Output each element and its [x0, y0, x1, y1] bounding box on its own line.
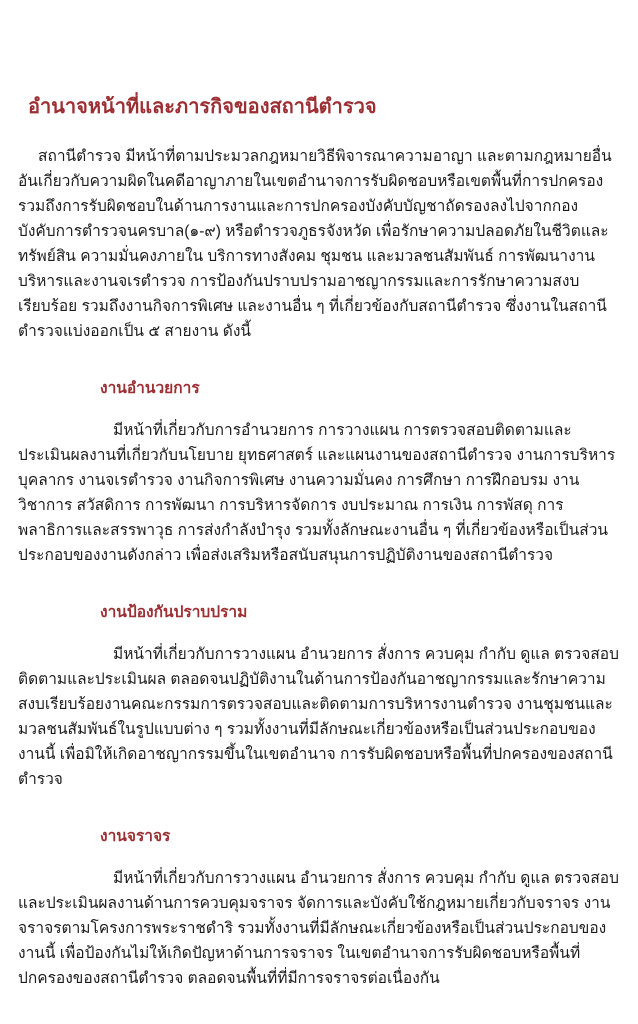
section-heading-traffic: งานจราจร [100, 828, 171, 845]
section-administration [18, 376, 620, 568]
section-heading-administration: งานอำนวยการ [100, 380, 200, 397]
section-traffic [18, 824, 620, 991]
intro-paragraph: สถานีตำรวจ มีหน้าที่ตามประมวลกฎหมายวิธีพิจารณาความอาญา และตามกฎหมายอื่นอันเกี่ยวกับความผิดในคดีอาญาภายในเขตอำนาจการรับผิดชอบหรือเขตพื้นที่การปกครอง รวมถึงการรับผิดชอบในด้านการงานและการปกครองบังคับบัญชาถัดรองลงไปจากกองบังคับการตำรวจนครบาล(๑-๙) หรือตำรวจภูธรจังหวัด เพื่อรักษาความปลอดภัยในชีวิตและทรัพย์สิน ความมั่นคงภายใน บริการทางสังคม ชุมชน และมวลชนสัมพันธ์ การพัฒนางานบริหารและงานจเรตำรวจ การป้องกันปราบปรามอาชญากรรมและการรักษาความสงบเรียบร้อย รวมถึงงานกิจการพิเศษ และงานอื่น ๆ ที่เกี่ยวข้องกับสถานีตำรวจ ซึ่งงานในสถานีตำรวจแบ่งออกเป็น ๕ สายงาน ดังนี้ [18, 148, 612, 340]
section-heading-prevention-suppression: งานป้องกันปราบปราม [100, 604, 248, 621]
section-body-prevention-suppression: มีหน้าที่เกี่ยวกับการวางแผน อำนวยการ สั่งการ ควบคุม กำกับ ดูแล ตรวจสอบติดตามและประเมินผล ตลอดจนปฏิบัติงานในด้านการป้องกันอาชญากรรมและรักษาความสงบเรียบร้อยงานคณะกรรมการตรวจสอบและติดตามการบริหารงานตำรวจ งานชุมชนและมวลชนสัมพันธ์ในรูปแบบต่าง ๆ รวมทั้งงานที่มีลักษณะเกี่ยวข้องหรือเป็นส่วนประกอบของงานนี้ เพื่อมิให้เกิดอาชญากรรมขึ้นในเขตอำนาจ การรับผิดชอบหรือพื้นที่ปกครองของสถานีตำรวจ [18, 646, 619, 788]
section-body-traffic: มีหน้าที่เกี่ยวกับการวางแผน อำนวยการ สั่งการ ควบคุม กำกับ ดูแล ตรวจสอบและประเมินผลงานด้านการควบคุมจราจร จัดการและบังคับใช้กฎหมายเกี่ยวกับจราจร งานจราจรตามโครงการพระราชดำริ รวมทั้งงานที่มีลักษณะเกี่ยวข้องหรือเป็นส่วนประกอบของงานนี้ เพื่อป้องกันไม่ให้เกิดปัญหาด้านการจราจร ในเขตอำนาจการรับผิดชอบหรือพื้นที่ปกครองของสถานีตำรวจ ตลอดจนพื้นที่ที่มีการจราจรต่อเนื่องกัน [18, 870, 619, 987]
page-title: อำนาจหน้าที่และภารกิจของสถานีตำรวจ [28, 96, 377, 118]
section-body-administration: มีหน้าที่เกี่ยวกับการอำนวยการ การวางแผน การตรวจสอบติดตามและประเมินผลงานที่เกี่ยวกับนโยบาย ยุทธศาสตร์ และแผนงานของสถานีตำรวจ งานการบริหารบุคลากร งานจเรตำรวจ งานกิจการพิเศษ งานความมั่นคง การศึกษา การฝึกอบรม งานวิชาการ สวัสดิการ การพัฒนา การบริหารจัดการ งบประมาณ การเงิน การพัสดุ การพลาธิการและสรรพาวุธ การส่งกำลังบำรุง รวมทั้งลักษณะงานอื่น ๆ ที่เกี่ยวข้องหรือเป็นส่วนประกอบของงานดังกล่าว เพื่อส่งเสริมหรือสนับสนุนการปฏิบัติงานของสถานีตำรวจ [18, 422, 616, 564]
section-prevention-suppression [18, 600, 620, 792]
